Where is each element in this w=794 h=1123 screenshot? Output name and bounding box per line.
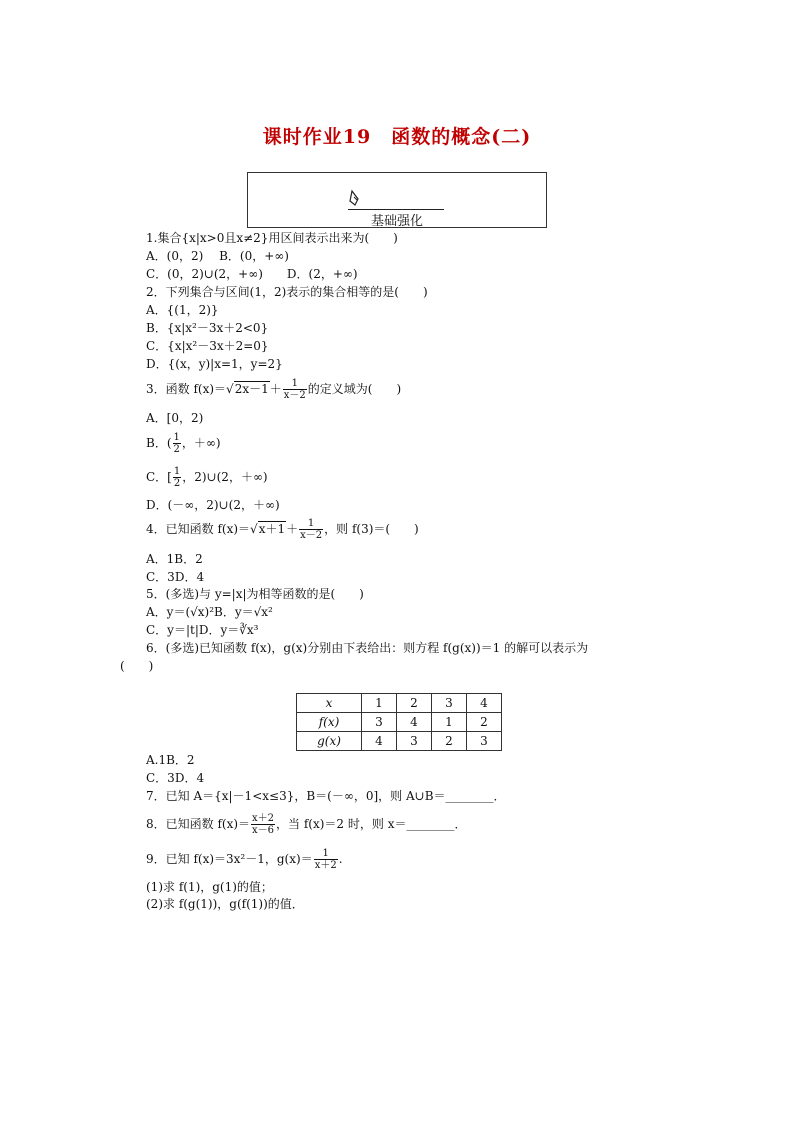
q3-c-fraction: $\frac{1}{2}$ bbox=[173, 466, 181, 489]
q3-option-b: B．( $\frac{1}{2}$ ，＋∞) bbox=[146, 432, 221, 455]
table-cell: 3 bbox=[432, 694, 467, 713]
q3-option-d: D．(－∞，2)∪(2，＋∞) bbox=[146, 498, 280, 512]
table-cell: 1 bbox=[432, 713, 467, 732]
q6-options-cd: C．3D．4 bbox=[146, 771, 205, 785]
table-row bbox=[297, 713, 502, 732]
table-cell: g(x) bbox=[297, 732, 362, 751]
table-cell: 4 bbox=[397, 713, 432, 732]
table-cell: 3 bbox=[467, 732, 502, 751]
q9-fraction: $\frac{1}{x+2}$ bbox=[314, 848, 337, 871]
q1-options-ab: A．(0，2) B．(0，+∞) bbox=[146, 249, 289, 263]
q2-option-d: D．{(x，y)|x=1，y=2} bbox=[146, 357, 283, 371]
table-cell: 4 bbox=[362, 732, 397, 751]
q9-part1: (1)求 f(1)，g(1)的值； bbox=[146, 880, 273, 894]
page-title: 课时作业19 函数的概念(二) bbox=[262, 126, 532, 148]
q2-stem: 2．下列集合与区间(1，2)表示的集合相等的是( ) bbox=[146, 285, 428, 299]
table-cell: x bbox=[297, 694, 362, 713]
q3-option-c: C．[ $\frac{1}{2}$ ，2)∪(2，＋∞) bbox=[146, 466, 268, 489]
q8-stem: 8．已知函数 f(x)＝ $\frac{x+2}{x-6}$ ，当 f(x)＝2 时，则 x＝________． bbox=[146, 813, 467, 836]
q3-stem: 3．函数 f(x)＝√2x－1＋ $\frac{1}{x-2}$ 的定义域为( ) bbox=[146, 378, 402, 401]
function-table bbox=[296, 693, 502, 751]
q2-option-c: C．{x|x²－3x＋2=0} bbox=[146, 339, 269, 353]
q8-fraction: $\frac{x+2}{x-6}$ bbox=[252, 813, 275, 836]
table-cell: 3 bbox=[397, 732, 432, 751]
table-row bbox=[297, 732, 502, 751]
q9-part2: (2)求 f(g(1))，g(f(1))的值． bbox=[146, 897, 304, 911]
q6-answer-paren: ( ) bbox=[120, 659, 154, 673]
q5-stem: 5．(多选)与 y=|x|为相等函数的是( ) bbox=[146, 587, 364, 601]
q3-sqrt-arg: 2x－1 bbox=[234, 382, 269, 396]
q4-sqrt-arg: x＋1 bbox=[258, 522, 286, 536]
q4-stem: 4．已知函数 f(x)＝√x＋1＋ $\frac{1}{x-2}$ ，则 f(3)＝( ) bbox=[146, 518, 419, 541]
q4-fraction: $\frac{1}{x-2}$ bbox=[300, 518, 323, 541]
table-cell: 4 bbox=[467, 694, 502, 713]
q7-stem: 7．已知 A＝{x|－1<x≤3}，B＝(－∞，0]，则 A∪B＝________． bbox=[146, 789, 506, 803]
q3-b-fraction: $\frac{1}{2}$ bbox=[173, 432, 180, 455]
q3-fraction: $\frac{1}{x-2}$ bbox=[283, 378, 306, 401]
q5-options-cd: C．y＝|t|D．y＝∛x³ bbox=[146, 623, 259, 637]
section-header-box bbox=[247, 172, 547, 228]
q6-stem: 6．(多选)已知函数 f(x)，g(x)分别由下表给出：则方程 f(g(x))＝1 的解可以表示为 bbox=[146, 641, 589, 655]
q1-options-cd: C．(0，2)∪(2，+∞) D．(2，+∞) bbox=[146, 267, 358, 281]
q2-option-a: A．{(1，2)} bbox=[146, 303, 219, 317]
q6-options-ab: A.1B．2 bbox=[146, 753, 195, 767]
q9-stem: 9．已知 f(x)＝3x²－1，g(x)＝ $\frac{1}{x+2}$ . bbox=[146, 848, 343, 871]
q3-option-a: A．[0，2) bbox=[146, 411, 204, 425]
q4-options-ab: A．1B．2 bbox=[146, 552, 203, 566]
pen-icon bbox=[348, 189, 364, 207]
table-cell: 2 bbox=[467, 713, 502, 732]
table-row bbox=[297, 694, 502, 713]
q1-stem: 1.集合{x|x>0且x≠2}用区间表示出来为( ) bbox=[146, 231, 398, 245]
table-cell: 1 bbox=[362, 694, 397, 713]
q2-option-b: B．{x|x²－3x＋2<0} bbox=[146, 321, 269, 335]
q4-options-cd: C．3D．4 bbox=[146, 570, 205, 584]
table-cell: 3 bbox=[362, 713, 397, 732]
table-cell: f(x) bbox=[297, 713, 362, 732]
q5-options-ab: A．y＝(√x)²B．y＝√x² bbox=[146, 605, 273, 619]
table-cell: 2 bbox=[432, 732, 467, 751]
section-label: 基础强化 bbox=[370, 214, 423, 229]
table-cell: 2 bbox=[397, 694, 432, 713]
